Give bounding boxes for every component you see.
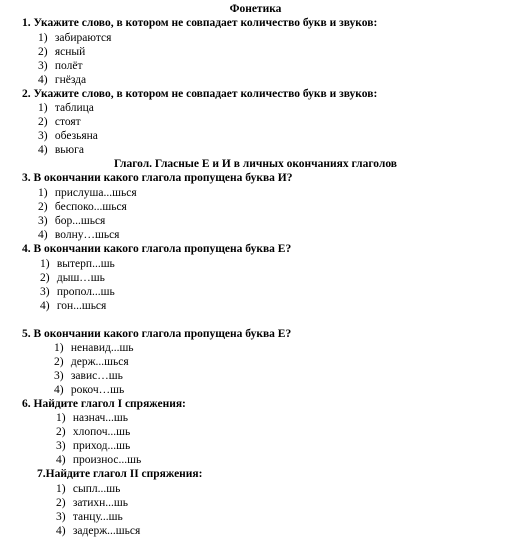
question-3-option-1 [38,186,137,200]
option-number: 2) [38,116,48,128]
option-text: гон...шься [56,300,107,312]
question-6-option-1 [56,411,128,425]
option-number: 3) [38,215,48,227]
question-3: 3. В окончании какого глагола пропущена буква И? [22,172,293,184]
question-5-option-4 [54,383,124,397]
question-6-option-2 [56,425,130,439]
option-text: затихн...шь [72,497,129,509]
question-4: 4. В окончании какого глагола пропущена буква Е? [22,243,292,255]
option-number: 2) [56,426,66,438]
option-text: гнёзда [54,74,87,86]
option-number: 3) [56,511,66,523]
option-text: вьюга [54,144,84,156]
question-4-option-4 [40,299,106,313]
question-2-option-3 [38,129,98,143]
option-text: задерж...шься [72,525,141,537]
option-number: 3) [38,130,48,142]
question-1-option-2 [38,45,85,59]
option-number: 3) [38,60,48,72]
option-text: ясный [54,46,86,58]
option-number: 4) [56,525,66,537]
question-5-option-2 [54,355,129,369]
option-number: 4) [38,74,48,86]
option-number: 1) [54,342,64,354]
section-title: Глагол. Гласные Е и И в личных окончаниях глаголов [113,158,398,170]
option-number: 1) [38,102,48,114]
option-text: таблица [54,102,94,114]
question-7: 7.Найдите глагол II спряжения: [37,468,203,480]
question-4-option-2 [40,271,105,285]
option-text: рокоч…шь [70,384,125,396]
question-3-option-4 [38,228,119,242]
option-text: ненавид...шь [70,342,134,354]
option-number: 2) [56,497,66,509]
question-3-option-3 [38,214,105,228]
option-number: 1) [40,258,50,270]
question-7-option-3 [56,510,123,524]
option-text: стоят [54,116,81,128]
option-text: полёт [54,60,83,72]
option-number: 4) [38,144,48,156]
option-number: 2) [38,201,48,213]
option-text: сыпл...шь [72,483,121,495]
option-number: 1) [38,32,48,44]
option-text: приход...шь [72,440,131,452]
option-text: хлопоч...шь [72,426,131,438]
option-text: бор...шься [54,215,106,227]
question-6-option-4 [56,453,141,467]
option-number: 2) [54,356,64,368]
question-5-option-1 [54,341,134,355]
question-6-option-3 [56,439,130,453]
option-number: 1) [38,187,48,199]
option-number: 4) [38,229,48,241]
question-7-option-4 [56,524,140,538]
option-number: 1) [56,483,66,495]
option-number: 3) [54,370,64,382]
question-2-option-1 [38,101,94,115]
question-6: 6. Найдите глагол I спряжения: [22,398,186,410]
question-1-option-4 [38,73,86,87]
page-title: Фонетика [229,3,282,15]
question-1: 1. Укажите слово, в котором не совпадает количество букв и звуков: [22,17,378,29]
option-text: произнос...шь [72,454,142,466]
question-4-option-1 [40,257,115,271]
question-1-option-3 [38,59,83,73]
question-2-option-2 [38,115,81,129]
option-text: волну…шься [54,229,120,241]
option-text: держ...шься [70,356,129,368]
option-text: обезьяна [54,130,98,142]
option-text: прислуша...шься [54,187,137,199]
option-number: 2) [38,46,48,58]
question-5-option-3 [54,369,123,383]
option-text: забираются [54,32,112,44]
option-text: завис…шь [70,370,123,382]
option-number: 4) [56,454,66,466]
question-4-option-3 [40,285,115,299]
question-7-option-2 [56,496,128,510]
option-number: 2) [40,272,50,284]
option-number: 3) [56,440,66,452]
question-3-option-2 [38,200,127,214]
option-number: 1) [56,412,66,424]
option-text: дыш…шь [56,272,105,284]
option-text: назнач...шь [72,412,128,424]
question-7-option-1 [56,482,120,496]
option-text: танцу...шь [72,511,123,523]
question-2: 2. Укажите слово, в котором не совпадает количество букв и звуков: [22,88,378,100]
question-2-option-4 [38,143,84,157]
option-text: пропол...шь [56,286,115,298]
option-text: вытерп...шь [56,258,115,270]
question-1-option-1 [38,31,111,45]
option-text: беспоко...шься [54,201,127,213]
option-number: 3) [40,286,50,298]
option-number: 4) [54,384,64,396]
question-5: 5. В окончании какого глагола пропущена буква Е? [22,328,292,340]
option-number: 4) [40,300,50,312]
